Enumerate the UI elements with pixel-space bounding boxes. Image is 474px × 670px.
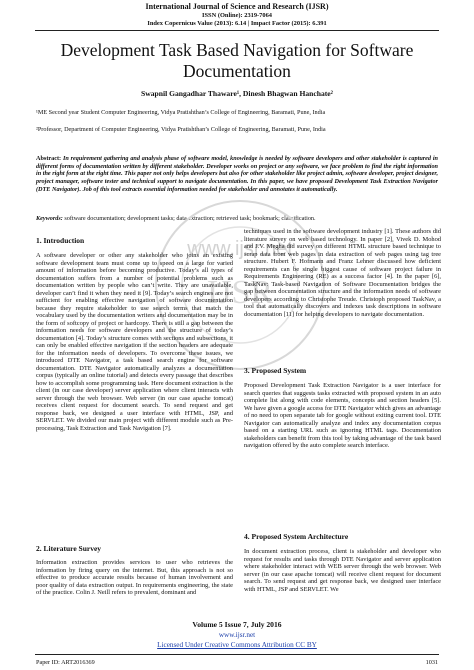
issn: ISSN (Online): 2319-7064 <box>202 12 272 19</box>
title-line-1: Development Task Based Navigation for Software <box>60 40 414 60</box>
footer-rule <box>35 654 439 655</box>
architecture-paragraph: In document extraction process, client is stakeholder and developer who request for results and tasks through DTE Navigator and server application where stakeholder interact with WEB server through the web browser. Web server (in our case apache tomcat) will receive client request for document search. To send request and get response back, we designed user interface with HTML, JSP and SERVLET. We <box>244 548 441 593</box>
abstract-label: Abstract: <box>36 155 62 162</box>
keywords <box>36 215 438 223</box>
title-line-2: Documentation <box>183 61 291 81</box>
watermark-outer-text: www.ijsr.net <box>187 238 293 260</box>
literature-survey-paragraph: Information extraction provides services to user who retrieves the information by firing query on the internet. But, this approach is not so effective to produce accurate results because of human involvement and poor quality of data extraction output. In requirements engineering, the state of the practice. Colin J. Neill refers to prevalent, dominant and <box>36 559 233 596</box>
footer-volume: Volume 5 Issue 7, July 2016 <box>192 620 282 629</box>
architecture-text <box>244 548 441 593</box>
section-heading-architecture: 4. Proposed System Architecture <box>244 532 349 541</box>
journal-name: International Journal of Science and Research (IJSR) <box>145 2 329 11</box>
literature-survey-continued <box>244 228 441 318</box>
section-heading-literature-survey: 2. Literature Survey <box>36 544 102 553</box>
header-rule <box>35 30 439 31</box>
keywords-text: software documentation; development tasks; data extraction; retrieved task; bookmark; classification. <box>64 215 316 222</box>
page-number: 1031 <box>425 659 438 666</box>
paper-title <box>20 40 454 82</box>
introduction-text <box>36 252 233 432</box>
footer-url-link[interactable]: www.ijsr.net <box>218 631 256 639</box>
keywords-label: Keywords: <box>36 215 63 222</box>
section-heading-introduction: 1. Introduction <box>36 236 85 245</box>
proposed-system-text <box>244 382 441 450</box>
abstract <box>36 155 438 194</box>
section-heading-proposed-system: 3. Proposed System <box>244 366 307 375</box>
paper-id: Paper ID: ART2016369 <box>36 659 95 666</box>
affiliation-2: ²Professor, Department of Computer Engineering, Vidya Pratishthan’s College of Engineering, Baramati, Pune, India <box>36 126 326 133</box>
affiliation-1: ¹ME Second year Student Computer Engineering, Vidya Pratishthan’s College of Engineering, Baramati, Pune, India <box>36 109 326 116</box>
impact-factor: Index Copernicus Value (2013): 6.14 | Impact Factor (2015): 6.391 <box>147 20 327 27</box>
watermark-inner-text: IJSR <box>206 274 274 311</box>
abstract-text: In requirement gathering and analysis phase of software model, knowledge is needed by software developers and other stakeholder is captured in different forms of documentation written by different stakeholder. Developer works on project or any software, we face problem to find the right information in the right form at the right time. This paper not only helps developers but also for other stakeholder like project admin, software developer, project designer, project manager, software tester and technical support to navigate documentation. In this paper, we have proposed Development Task Extraction Navigator (DTE Navigator). Job of this tool extracts essential information needed for stakeholder and annotates it automatically. <box>36 155 439 193</box>
footer-license-link[interactable]: Licensed Under Creative Commons Attribution CC BY <box>157 641 317 649</box>
literature-survey-continued-paragraph: techniques used in the software development industry [1]. These authors did literature survey on web based technology. In paper [2], Vivek D. Mohod and J.V. Megha did survey on different HTML structure based technique to scrap data from web pages in data extraction of web pages using tag tree structure. Hubert F. Hofmann and Franz Lehner discussed how deficient requirements can be single biggest cause of software project failure in Requirements Engineering (RE) as a success factor [4]. In the paper [6], TaskNav: Task-based Navigation of Software Documentation bridges the gap between documentation structure and the information needs of software developers according to Christophe Treude. Christoph proposed TaskNav, a tool that automatically discovers and indexes task descriptions in software documentation [11] for helping developers to navigate documentation. <box>244 228 441 318</box>
authors: Swapnil Gangadhar Thaware¹, Dinesh Bhagwan Hanchate² <box>141 89 333 98</box>
introduction-paragraph: A software developer or other any stakeholder who joins an existing software development team must come up to speed on a large for varied amount of information before becoming productive. Today’s all types of documentation suffers from a number of potential problems such as documentation written by people who can’t write. They are unavailable, developer can’t find it when they need it [9]. Today’s search engines are not sufficient for enabling effective navigation of software documentation because they require stakeholder to use search terms that match the vocabulary used by the documentation writers and documentation may be in the form of softcopy of project or hardcopy. There is still a gap between the information needs for software developers and the structure of today’s documentation [4]. Today’s structure comes with sections and subsections, it can only be enabled effective navigation if the section headers are adequate for the information needs of developers. To overcome these issues, we introduced DTE Navigator, a task based search engine for software documentation. DTE Navigator automatically analyzes a documentation corpus (typically an online tutorial) and detects every passage that describes how to accomplish some programming task. Here document extraction is the client (in our case developer) server application where client interacts with server through the web browser. Web server (in our case apache tomcat) receives client request for document search. To send request and get response back, we designed a user interface with HTML, JSP, and SERVLET. We divided our main project with different module such as Pre-processing, Task Extraction and Task Navigation [7]. <box>36 252 233 432</box>
literature-survey-text <box>36 559 233 597</box>
proposed-system-paragraph: Proposed Development Task Extraction Navigator is a user interface for search queries that suggests tasks extracted with proposed system in an auto complete list along with code elements, concepts and section headers [5]. We have given a google access for DTE Navigator which gives an advantage of no need to open separate tab for google without exiting current tool. DTE Navigator can automatically analyze and index any documentation corpus based on a starting URL such as ignoring HTML tags. Documentation stakeholders can benefit from this tool by taking advantage of the task based navigation offered by the auto complete search interface. <box>244 382 441 449</box>
